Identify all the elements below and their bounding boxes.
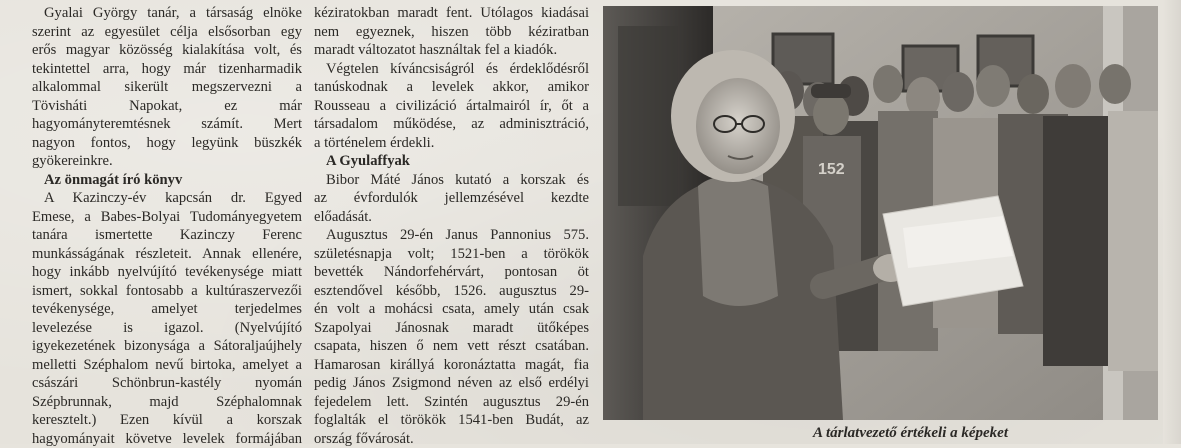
article-text-line: munkásságának részleteit. Annak ellenére, [32,245,302,264]
article-text-line: fejedelem lett. Szintén augusztus 29-én [314,393,589,412]
article-text-line: szerint az egyesület célja elsősorban egy [32,23,302,42]
article-text-line: tanára ismertette Kazinczy Ferenc [32,226,302,245]
article-text-line: Emese, a Babes-Bolyai Tudományegyetem [32,208,302,227]
article-text-line: gyökereinkre. [32,152,302,171]
article-text-line: az évfordulók jellemzésével kezdte [314,189,589,208]
article-text-line: pedig János Zsigmond néven az első erdélyi [314,374,589,393]
article-text-line: hagyományteremtésnek számít. Mert [32,115,302,134]
article-text-line: tanúskodnak a levelek akkor, amikor [314,78,589,97]
article-text-line: császári Schönbrun-kastély nyomán [32,374,302,393]
article-text-line: Rousseau a civilizáció ártalmairól ír, őt a [314,97,589,116]
photo-caption: A tárlatvezető értékeli a képeket [603,423,1158,443]
article-column-1 [32,4,302,448]
page-edge [1163,0,1181,444]
article-text-line: erős magyar közösség kialakítása volt, és [32,41,302,60]
article-text-line: a történelem érdekli. [314,134,589,153]
article-text-line: születésnapja volt; 1521-ben a törökök [314,245,589,264]
article-text-line: tevékenysége, amelyet terjedelmes [32,300,302,319]
article-text-line: igyekezetének bizonysága a Sátoraljaújhely [32,337,302,356]
paper-sheet [883,196,1023,306]
article-text-line: Szépbrunnak, majd Széphalomnak [32,393,302,412]
article-text-line: csapata, hiszen ő nem vett részt csatában. [314,337,589,356]
article-text-line: ismert, sokkal fontosabb a kultúraszervezői [32,282,302,301]
article-text-line: kéziratokban maradt fent. Utólagos kiadásai [314,4,589,23]
article-text-line: maradt változatot használtak fel a kiadók. [314,41,589,60]
article-text-line: Végtelen kíváncsiságról és érdeklődésről [314,60,589,79]
section-heading: A Gyulaffyak [314,152,589,171]
article-text-line: hogy inkább nyelvújító tevékenysége miatt [32,263,302,282]
article-text-line: esztendővel később, 1526. augusztus 29- [314,282,589,301]
article-text-line: tekintettel arra, hogy már tizenharmadik [32,60,302,79]
article-text-line: hagyományait követve levelek formájában [32,430,302,448]
article-text-line: A Kazinczy-év kapcsán dr. Egyed [32,189,302,208]
article-text-line: ország fővárosát. [314,430,589,448]
article-column-2 [314,4,589,448]
article-text-line: nagyon fontos, hogy legyünk büszkék [32,134,302,153]
article-text-line: Augusztus 29-én Janus Pannonius 575. [314,226,589,245]
article-text-line: alkalommal sikerült megszervezni a [32,78,302,97]
article-text-line: melletti Széphalom nevű birtoka, amelyet a [32,356,302,375]
article-text-line: Gyalai György tanár, a társaság elnöke [32,4,302,23]
article-text-line: én volt a mohácsi csata, amely után csak [314,300,589,319]
article-text-line: előadását. [314,208,589,227]
article-text-line: levelezése is igazol. (Nyelvújító [32,319,302,338]
article-photo [603,6,1158,420]
article-text-line: nem egyeznek, hiszen több kéziratban [314,23,589,42]
article-text-line: bevették Nándorfehérvárt, pontosan öt [314,263,589,282]
article-text-line: keresztelt.) Ezen kívül a korszak [32,411,302,430]
article-text-line: Szapolyai Jánosnak maradt ütőképes [314,319,589,338]
article-text-line: Hamarosan királlyá koronáztatta magát, fia [314,356,589,375]
article-text-line: Bibor Máté János kutató a korszak és [314,171,589,190]
section-heading: Az önmagát író könyv [32,171,302,190]
article-text-line: Tövisháti Napokat, ez már [32,97,302,116]
article-text-line: társadalom működése, az adminisztráció, [314,115,589,134]
article-text-line: foglalták el törökök 1541-ben Budát, az [314,411,589,430]
shirt-print: 152 [818,161,845,178]
